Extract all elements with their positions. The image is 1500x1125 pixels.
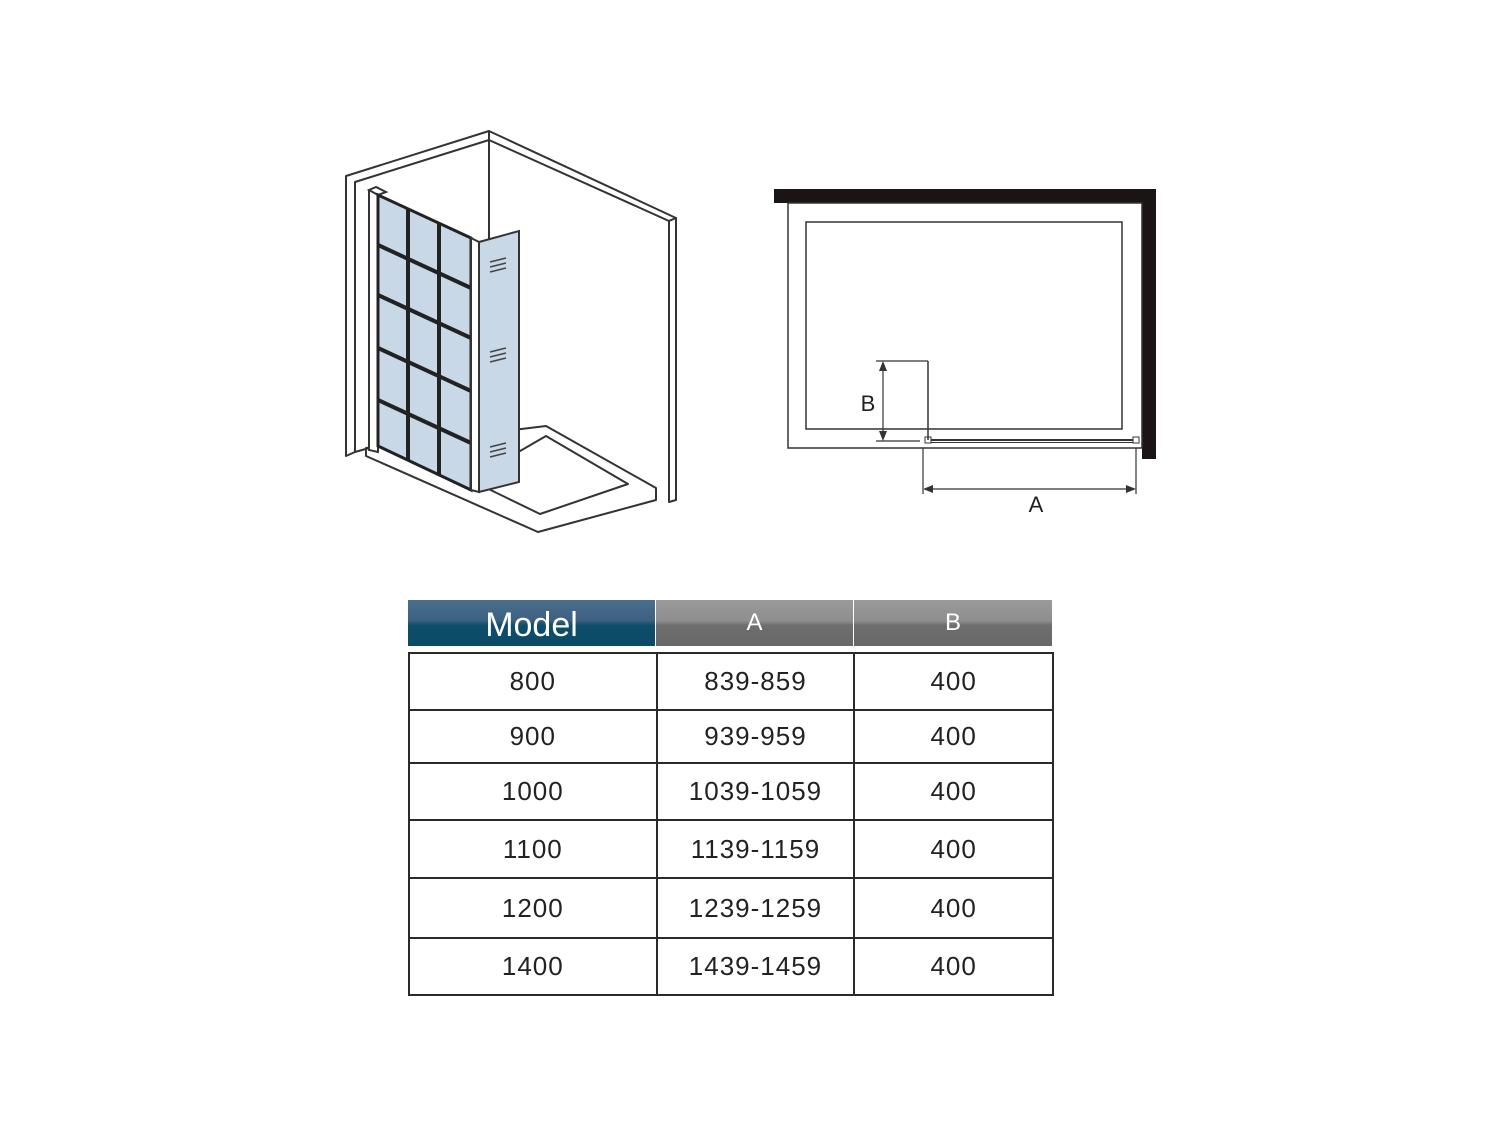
cell-model: 1200 [409,878,657,938]
cell-model: 1100 [409,820,657,878]
table-row [409,820,1053,878]
cell-b: 400 [854,710,1053,763]
table-row [409,763,1053,820]
plan-view [774,189,1156,517]
cell-a: 1039-1059 [657,763,855,820]
plan-wall-top [774,189,1156,203]
cell-a: 839-859 [657,653,855,710]
cell-b: 400 [854,763,1053,820]
plan-tray-outer [788,203,1142,448]
cell-b: 400 [854,820,1053,878]
table-body [408,652,1054,996]
header-model: Model [408,600,655,646]
cell-a: 1139-1159 [657,820,855,878]
table-row [409,938,1053,995]
cell-a: 939-959 [657,710,855,763]
main-glass-panel [378,195,471,490]
back-wall [489,131,676,221]
dimension-a-label: A [1028,492,1044,517]
right-wall [669,218,676,502]
cell-model: 800 [409,653,657,710]
table-row [409,878,1053,938]
dimension-b-label: B [860,391,876,416]
cell-model: 1000 [409,763,657,820]
cell-model: 1400 [409,938,657,995]
header-b: B [854,600,1052,646]
table-row [409,710,1053,763]
cell-model: 900 [409,710,657,763]
table-row [409,653,1053,710]
table-header [408,600,1054,646]
cell-b: 400 [854,878,1053,938]
plan-wall-right [1142,189,1156,459]
cell-a: 1239-1259 [657,878,855,938]
cell-b: 400 [854,653,1053,710]
size-table [408,600,1054,981]
diagram-area [0,0,1500,560]
cell-a: 1439-1459 [657,938,855,995]
header-a: A [656,600,853,646]
cell-b: 400 [854,938,1053,995]
isometric-view [0,0,1500,560]
